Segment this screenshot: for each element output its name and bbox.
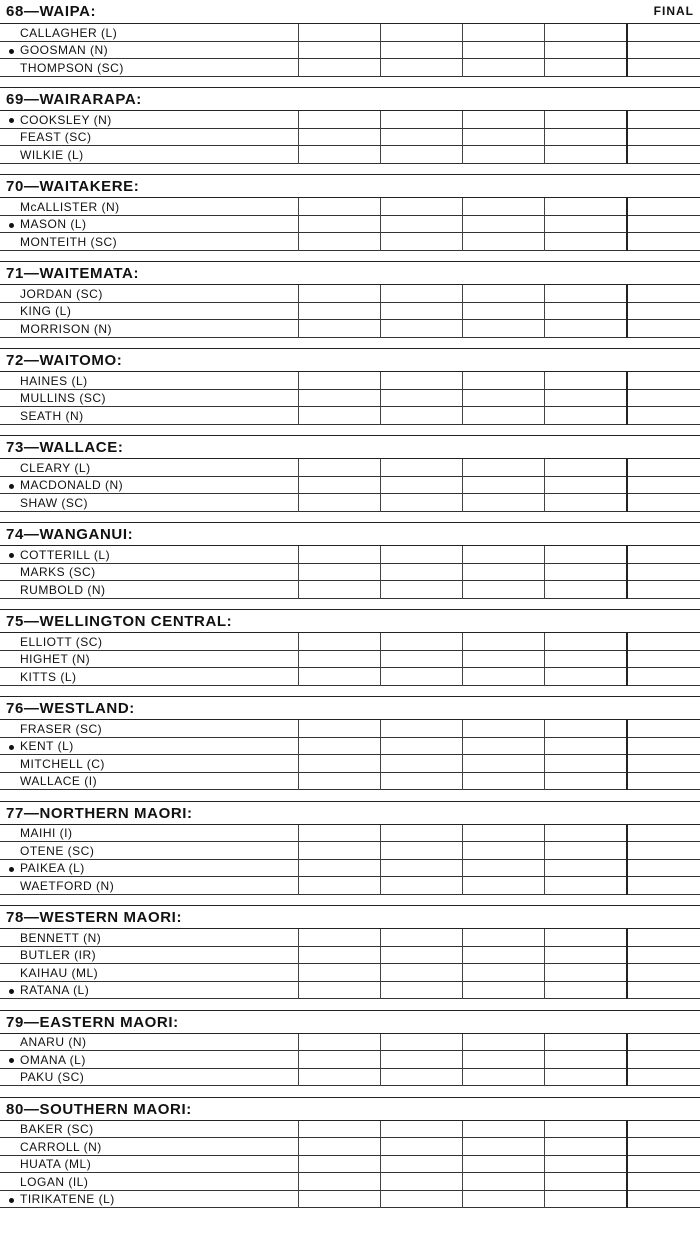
candidate-row xyxy=(0,285,700,303)
final-column-divider xyxy=(626,459,628,512)
candidate-row xyxy=(0,720,700,738)
final-column-divider xyxy=(626,198,628,251)
candidate-row xyxy=(0,390,700,408)
candidate-row xyxy=(0,546,700,564)
electorate-header xyxy=(0,435,700,459)
column-divider xyxy=(462,111,463,164)
candidate-row xyxy=(0,303,700,321)
electorate-header xyxy=(0,174,700,198)
candidate-row xyxy=(0,111,700,129)
electorate-header xyxy=(0,0,700,24)
column-divider xyxy=(298,24,299,77)
candidate-name: THOMPSON (SC) xyxy=(20,60,124,75)
column-divider xyxy=(462,198,463,251)
column-divider xyxy=(462,24,463,77)
final-column-divider xyxy=(626,372,628,425)
candidate-name: OMANA (L) xyxy=(20,1052,86,1067)
final-column-divider xyxy=(626,24,628,77)
column-divider xyxy=(298,111,299,164)
column-divider xyxy=(462,825,463,895)
candidate-name: MONTEITH (SC) xyxy=(20,234,118,249)
candidate-row xyxy=(0,860,700,878)
candidate-name: MACDONALD (N) xyxy=(20,478,124,493)
final-column-divider xyxy=(626,633,628,686)
electorate-header xyxy=(0,801,700,825)
final-column-divider xyxy=(626,929,628,999)
electorate-title: 77—NORTHERN MAORI: xyxy=(6,804,193,822)
column-divider xyxy=(462,1121,463,1209)
column-divider xyxy=(298,720,299,790)
candidate-row xyxy=(0,24,700,42)
candidate-name: BENNETT (N) xyxy=(20,930,102,945)
candidate-row xyxy=(0,929,700,947)
candidate-row xyxy=(0,146,700,164)
elected-dot-icon xyxy=(9,49,14,54)
column-divider xyxy=(544,633,545,686)
electorate-title: 76—WESTLAND: xyxy=(6,700,135,717)
column-divider xyxy=(380,24,381,77)
candidate-name: KAIHAU (ML) xyxy=(20,965,99,980)
column-divider xyxy=(544,720,545,790)
candidate-row xyxy=(0,198,700,216)
candidate-name: BAKER (SC) xyxy=(20,1122,94,1137)
column-divider xyxy=(380,633,381,686)
column-divider xyxy=(298,825,299,895)
candidate-row xyxy=(0,1069,700,1087)
column-divider xyxy=(544,198,545,251)
column-divider xyxy=(298,459,299,512)
candidate-row xyxy=(0,459,700,477)
candidate-name: FRASER (SC) xyxy=(20,721,103,736)
column-divider xyxy=(462,372,463,425)
candidate-name: COTTERILL (L) xyxy=(20,547,111,562)
electorate-title: 78—WESTERN MAORI: xyxy=(6,909,183,926)
candidate-name: PAKU (SC) xyxy=(20,1070,85,1085)
column-divider xyxy=(462,285,463,338)
column-divider xyxy=(298,633,299,686)
candidate-row xyxy=(0,320,700,338)
final-column-divider xyxy=(626,720,628,790)
electorate-title: 74—WANGANUI: xyxy=(6,526,134,543)
elected-dot-icon xyxy=(9,553,14,558)
candidate-row xyxy=(0,1138,700,1156)
candidate-name: CLEARY (L) xyxy=(20,460,91,475)
candidate-name: MARKS (SC) xyxy=(20,565,96,580)
candidate-row xyxy=(0,1034,700,1052)
electorate-header xyxy=(0,609,700,633)
candidate-name: PAIKEA (L) xyxy=(20,861,85,876)
candidate-row xyxy=(0,494,700,512)
candidate-name: KING (L) xyxy=(20,304,72,319)
candidate-name: CARROLL (N) xyxy=(20,1139,102,1154)
column-divider xyxy=(544,111,545,164)
candidate-row xyxy=(0,129,700,147)
column-divider xyxy=(298,929,299,999)
candidate-name: COOKSLEY (N) xyxy=(20,112,112,127)
electorate-header xyxy=(0,696,700,720)
candidate-row xyxy=(0,1173,700,1191)
electorate-title: 73—WALLACE: xyxy=(6,439,124,456)
column-divider xyxy=(544,372,545,425)
final-column-divider xyxy=(626,1121,628,1209)
candidate-name: OTENE (SC) xyxy=(20,843,95,858)
candidate-row xyxy=(0,755,700,773)
candidate-row xyxy=(0,964,700,982)
candidate-row xyxy=(0,877,700,895)
column-divider xyxy=(544,1121,545,1209)
candidate-row xyxy=(0,372,700,390)
final-column-divider xyxy=(626,285,628,338)
column-divider xyxy=(462,720,463,790)
candidate-row xyxy=(0,1191,700,1209)
column-divider xyxy=(544,285,545,338)
electorate-header xyxy=(0,905,700,929)
elected-dot-icon xyxy=(9,989,14,994)
candidate-name: KENT (L) xyxy=(20,739,74,754)
final-column-divider xyxy=(626,825,628,895)
candidate-row xyxy=(0,216,700,234)
electorate-header xyxy=(0,522,700,546)
candidate-name: CALLAGHER (L) xyxy=(20,25,118,40)
column-divider xyxy=(380,1121,381,1209)
candidate-name: HUATA (ML) xyxy=(20,1157,92,1172)
column-divider xyxy=(462,546,463,599)
candidate-name: MITCHELL (C) xyxy=(20,756,105,771)
candidate-row xyxy=(0,651,700,669)
elected-dot-icon xyxy=(9,1058,14,1063)
candidate-name: SHAW (SC) xyxy=(20,495,89,510)
column-divider xyxy=(462,459,463,512)
electorate-title: 69—WAIRARAPA: xyxy=(6,91,142,108)
column-divider xyxy=(380,929,381,999)
elected-dot-icon xyxy=(9,223,14,228)
candidate-row xyxy=(0,773,700,791)
column-divider xyxy=(380,285,381,338)
elected-dot-icon xyxy=(9,118,14,123)
column-divider xyxy=(380,372,381,425)
candidate-row xyxy=(0,738,700,756)
column-divider xyxy=(544,546,545,599)
candidate-row xyxy=(0,407,700,425)
column-divider xyxy=(380,720,381,790)
candidate-row xyxy=(0,842,700,860)
candidate-name: McALLISTER (N) xyxy=(20,199,120,214)
column-divider xyxy=(298,198,299,251)
column-divider xyxy=(380,111,381,164)
candidate-name: HAINES (L) xyxy=(20,373,88,388)
column-divider xyxy=(544,929,545,999)
column-divider xyxy=(380,1034,381,1087)
elected-dot-icon xyxy=(9,867,14,872)
electorate-title: 72—WAITOMO: xyxy=(6,352,123,369)
candidate-name: JORDAN (SC) xyxy=(20,286,103,301)
electorate-header xyxy=(0,87,700,111)
candidate-name: MORRISON (N) xyxy=(20,321,112,336)
column-divider xyxy=(544,825,545,895)
column-divider xyxy=(380,459,381,512)
final-column-divider xyxy=(626,1034,628,1087)
candidate-name: ELLIOTT (SC) xyxy=(20,634,103,649)
candidate-row xyxy=(0,1156,700,1174)
candidate-row xyxy=(0,59,700,77)
electorate-header xyxy=(0,348,700,372)
candidate-row xyxy=(0,42,700,60)
column-divider xyxy=(544,1034,545,1087)
candidate-row xyxy=(0,233,700,251)
candidate-row xyxy=(0,668,700,686)
candidate-row xyxy=(0,477,700,495)
elected-dot-icon xyxy=(9,745,14,750)
elected-dot-icon xyxy=(9,1198,14,1203)
column-divider xyxy=(462,1034,463,1087)
candidate-row xyxy=(0,564,700,582)
column-divider xyxy=(544,24,545,77)
column-divider xyxy=(380,546,381,599)
candidate-row xyxy=(0,982,700,1000)
candidate-name: GOOSMAN (N) xyxy=(20,43,109,58)
column-divider xyxy=(544,459,545,512)
candidate-row xyxy=(0,947,700,965)
candidate-name: LOGAN (IL) xyxy=(20,1174,89,1189)
candidate-name: BUTLER (IR) xyxy=(20,948,97,963)
column-divider xyxy=(298,372,299,425)
electorate-title: 80—SOUTHERN MAORI: xyxy=(6,1100,192,1118)
column-divider xyxy=(380,825,381,895)
electorate-header xyxy=(0,1010,700,1034)
candidate-name: ANARU (N) xyxy=(20,1035,87,1050)
candidate-name: TIRIKATENE (L) xyxy=(20,1192,115,1207)
column-divider xyxy=(298,1121,299,1209)
final-column-divider xyxy=(626,111,628,164)
electorate-title: 75—WELLINGTON CENTRAL: xyxy=(6,613,233,630)
candidate-name: WAETFORD (N) xyxy=(20,878,115,893)
electorate-title: 68—WAIPA: xyxy=(6,3,97,20)
candidate-name: WILKIE (L) xyxy=(20,147,84,162)
final-column-divider xyxy=(626,546,628,599)
final-label: FINAL xyxy=(653,4,694,18)
column-divider xyxy=(462,633,463,686)
candidate-name: RATANA (L) xyxy=(20,983,90,998)
candidate-row xyxy=(0,1051,700,1069)
candidate-name: MASON (L) xyxy=(20,217,87,232)
electorate-header xyxy=(0,1097,700,1121)
column-divider xyxy=(298,285,299,338)
candidate-name: WALLACE (I) xyxy=(20,774,98,789)
candidate-name: KITTS (L) xyxy=(20,669,77,684)
candidate-name: RUMBOLD (N) xyxy=(20,582,106,597)
candidate-row xyxy=(0,633,700,651)
candidate-name: MULLINS (SC) xyxy=(20,391,107,406)
candidate-row xyxy=(0,825,700,843)
elected-dot-icon xyxy=(9,484,14,489)
candidate-name: HIGHET (N) xyxy=(20,652,91,667)
candidate-name: MAIHI (I) xyxy=(20,826,73,841)
electorate-title: 71—WAITEMATA: xyxy=(6,265,140,282)
column-divider xyxy=(298,546,299,599)
candidate-row xyxy=(0,1121,700,1139)
candidate-name: SEATH (N) xyxy=(20,408,84,423)
electorate-header xyxy=(0,261,700,285)
candidate-name: FEAST (SC) xyxy=(20,130,92,145)
electorate-title: 70—WAITAKERE: xyxy=(6,178,140,195)
candidate-row xyxy=(0,581,700,599)
electorate-title: 79—EASTERN MAORI: xyxy=(6,1013,179,1031)
column-divider xyxy=(298,1034,299,1087)
column-divider xyxy=(380,198,381,251)
column-divider xyxy=(462,929,463,999)
